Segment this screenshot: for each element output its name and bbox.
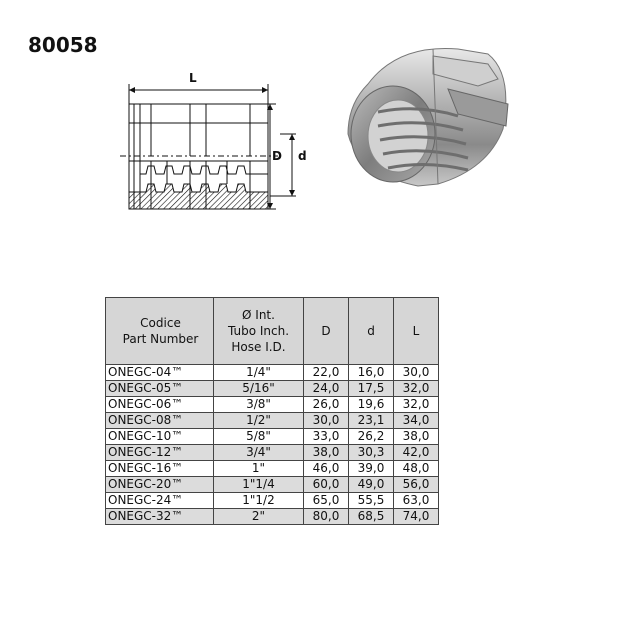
header-hose-id: Ø Int. Tubo Inch. Hose I.D.: [214, 298, 304, 365]
product-code: 80058: [28, 33, 98, 57]
cell-d: 49,0: [349, 477, 394, 493]
cell-d: 39,0: [349, 461, 394, 477]
table-row: [106, 413, 439, 429]
table-row: [106, 381, 439, 397]
cell-hose: 2": [214, 509, 304, 525]
cell-L: 30,0: [394, 365, 439, 381]
cell-code: ONEGC-06™: [106, 397, 214, 413]
header-part-number: Codice Part Number: [106, 298, 214, 365]
header-D: D: [304, 298, 349, 365]
cell-L: 32,0: [394, 397, 439, 413]
cell-code: ONEGC-32™: [106, 509, 214, 525]
header-L: L: [394, 298, 439, 365]
cell-code: ONEGC-05™: [106, 381, 214, 397]
cell-D: 22,0: [304, 365, 349, 381]
cell-hose: 1/4": [214, 365, 304, 381]
cell-code: ONEGC-10™: [106, 429, 214, 445]
arrow-left: [129, 87, 135, 93]
arrow-right: [262, 87, 268, 93]
cell-D: 60,0: [304, 477, 349, 493]
cell-L: 34,0: [394, 413, 439, 429]
cell-L: 42,0: [394, 445, 439, 461]
cell-hose: 1": [214, 461, 304, 477]
cell-d: 68,5: [349, 509, 394, 525]
table-row: [106, 461, 439, 477]
cell-D: 33,0: [304, 429, 349, 445]
label-D: D: [272, 149, 282, 163]
cell-L: 32,0: [394, 381, 439, 397]
cell-code: ONEGC-20™: [106, 477, 214, 493]
ferrule-product-image: [338, 34, 528, 194]
specifications-table: [105, 297, 439, 525]
cell-d: 30,3: [349, 445, 394, 461]
cell-D: 30,0: [304, 413, 349, 429]
cell-code: ONEGC-12™: [106, 445, 214, 461]
cell-L: 48,0: [394, 461, 439, 477]
cell-d: 26,2: [349, 429, 394, 445]
table-row: [106, 445, 439, 461]
cell-D: 65,0: [304, 493, 349, 509]
cell-code: ONEGC-04™: [106, 365, 214, 381]
cell-hose: 1"1/4: [214, 477, 304, 493]
cell-D: 38,0: [304, 445, 349, 461]
table-row: [106, 429, 439, 445]
table-row: [106, 397, 439, 413]
cell-L: 38,0: [394, 429, 439, 445]
cell-D: 24,0: [304, 381, 349, 397]
cell-d: 19,6: [349, 397, 394, 413]
cell-hose: 5/8": [214, 429, 304, 445]
cell-d: 23,1: [349, 413, 394, 429]
table-row: [106, 365, 439, 381]
cell-L: 74,0: [394, 509, 439, 525]
cell-hose: 1"1/2: [214, 493, 304, 509]
cell-hose: 5/16": [214, 381, 304, 397]
table-row: [106, 477, 439, 493]
header-d: d: [349, 298, 394, 365]
ferrule-section-drawing: [110, 64, 310, 214]
cell-D: 46,0: [304, 461, 349, 477]
cell-hose: 3/4": [214, 445, 304, 461]
cell-code: ONEGC-24™: [106, 493, 214, 509]
table-row: [106, 509, 439, 525]
cell-hose: 1/2": [214, 413, 304, 429]
cell-d: 17,5: [349, 381, 394, 397]
cell-code: ONEGC-08™: [106, 413, 214, 429]
cell-L: 63,0: [394, 493, 439, 509]
label-L: L: [189, 71, 197, 85]
cell-hose: 3/8": [214, 397, 304, 413]
cell-L: 56,0: [394, 477, 439, 493]
cell-d: 16,0: [349, 365, 394, 381]
table-row: [106, 493, 439, 509]
cell-D: 80,0: [304, 509, 349, 525]
cell-d: 55,5: [349, 493, 394, 509]
cell-code: ONEGC-16™: [106, 461, 214, 477]
label-d: d: [298, 149, 307, 163]
cell-D: 26,0: [304, 397, 349, 413]
